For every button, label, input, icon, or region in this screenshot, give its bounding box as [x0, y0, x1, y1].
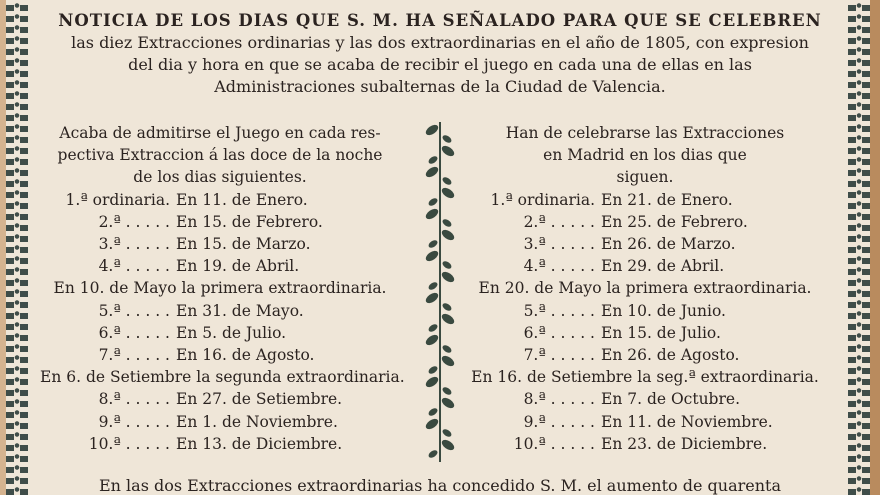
- draw-ordinal: 1.ª ordinaria.: [65, 190, 170, 209]
- notice-footer-line: En las dos Extracciones extraordinarias ha concedido S. M. el aumento de quarenta: [98, 476, 782, 495]
- vine-leaf-icon: [424, 291, 440, 306]
- vine-leaf-icon: [440, 270, 456, 285]
- right-schedule-list: [465, 189, 825, 455]
- notice-header: [40, 10, 840, 98]
- draw-date: En 1. de Noviembre.: [176, 412, 338, 431]
- draw-date: En 15. de Febrero.: [176, 212, 323, 231]
- draw-ordinal: 8.ª . . . . .: [98, 390, 170, 409]
- ornamental-border-left: [6, 0, 28, 495]
- ordinary-draw-row: [40, 322, 400, 344]
- extraordinary-draw-row: [40, 277, 400, 299]
- draw-ordinal: 3.ª . . . . .: [98, 235, 170, 254]
- vine-leaf-icon: [441, 428, 453, 439]
- paper-edge-right: [870, 0, 880, 495]
- vine-leaf-icon: [427, 197, 439, 208]
- vine-leaf-icon: [441, 302, 453, 313]
- vine-leaf-icon: [427, 407, 439, 418]
- left-intro-line: de los dias siguientes.: [133, 168, 307, 187]
- draw-date: En 5. de Julio.: [176, 323, 287, 342]
- extraordinary-draw-row: [465, 277, 825, 299]
- notice-subtitle-line-3: Administraciones subalternas de la Ciudad de Valencia.: [214, 77, 666, 96]
- vine-leaf-icon: [440, 438, 456, 453]
- ordinary-draw-row: [40, 433, 400, 455]
- vine-leaf-icon: [424, 207, 440, 222]
- extraordinary-draw-text: En 20. de Mayo la primera extraordinaria.: [478, 279, 812, 298]
- draw-ordinal: 5.ª . . . . .: [98, 301, 170, 320]
- draw-ordinal: 6.ª . . . . .: [523, 323, 595, 342]
- ornamental-border-right: [848, 0, 870, 495]
- notice-subtitle-line-2: del dia y hora en que se acaba de recibir el juego en cada una de ellas en las: [128, 55, 752, 74]
- draw-ordinal: 4.ª . . . . .: [98, 257, 170, 276]
- vine-leaf-icon: [440, 228, 456, 243]
- draw-date: En 26. de Agosto.: [601, 346, 740, 365]
- extraordinary-draw-text: En 10. de Mayo la primera extraordinaria.: [53, 279, 387, 298]
- draw-ordinal: 1.ª ordinaria.: [490, 190, 595, 209]
- vine-leaf-icon: [424, 417, 440, 432]
- vine-leaf-icon: [441, 386, 453, 397]
- vine-leaf-icon: [441, 218, 453, 229]
- vine-leaf-icon: [427, 323, 439, 334]
- vine-leaf-icon: [441, 134, 453, 145]
- draw-date: En 11. de Enero.: [176, 190, 308, 209]
- draw-date: En 19. de Abril.: [176, 257, 300, 276]
- vine-leaf-icon: [440, 354, 456, 369]
- left-schedule-list: [40, 189, 405, 455]
- draw-ordinal: 2.ª . . . . .: [523, 212, 595, 231]
- floral-vine-divider: [420, 122, 460, 462]
- draw-date: En 10. de Junio.: [601, 301, 726, 320]
- right-intro-line: Han de celebrarse las Extracciones: [505, 124, 785, 142]
- vine-leaf-icon: [441, 176, 453, 187]
- ordinary-draw-row: [40, 255, 400, 277]
- extraordinary-draw-row: [40, 366, 405, 388]
- vine-leaf-icon: [440, 312, 456, 327]
- ordinary-draw-row: [465, 233, 825, 255]
- left-column-valencia: [40, 122, 405, 455]
- draw-ordinal: 7.ª . . . . .: [98, 346, 170, 365]
- draw-date: En 15. de Marzo.: [176, 235, 311, 254]
- vine-leaf-icon: [424, 333, 440, 348]
- right-intro: [465, 122, 825, 189]
- ordinary-draw-row: [465, 388, 825, 410]
- vine-leaf-icon: [427, 239, 439, 250]
- vine-leaf-icon: [427, 365, 439, 376]
- draw-ordinal: 9.ª . . . . .: [523, 412, 595, 431]
- right-column-madrid: [465, 122, 825, 455]
- draw-ordinal: 2.ª . . . . .: [98, 212, 170, 231]
- vine-leaf-icon: [440, 396, 456, 411]
- extraordinary-draw-row: [465, 366, 825, 388]
- ordinary-draw-row: [465, 211, 825, 233]
- extraordinary-draw-text: En 16. de Setiembre la seg.ª extraordinaria.: [471, 368, 819, 387]
- ordinary-draw-row: [465, 411, 825, 433]
- vine-leaf-icon: [427, 449, 439, 460]
- draw-ordinal: 5.ª . . . . .: [523, 301, 595, 320]
- vine-leaf-icon: [440, 144, 456, 159]
- draw-ordinal: 8.ª . . . . .: [523, 390, 595, 409]
- ordinary-draw-row: [465, 189, 825, 211]
- draw-ordinal: 3.ª . . . . .: [523, 235, 595, 254]
- left-intro: [40, 122, 400, 189]
- draw-date: En 31. de Mayo.: [176, 301, 304, 320]
- draw-date: En 27. de Setiembre.: [176, 390, 343, 409]
- vine-leaf-icon: [427, 281, 439, 292]
- left-intro-line: Acaba de admitirse el Juego en cada res-: [59, 124, 381, 142]
- vine-leaf-icon: [424, 123, 440, 138]
- draw-ordinal: 4.ª . . . . .: [523, 257, 595, 276]
- right-intro-line: en Madrid en los dias que: [543, 146, 747, 165]
- draw-date: En 25. de Febrero.: [601, 212, 748, 231]
- draw-ordinal: 6.ª . . . . .: [98, 323, 170, 342]
- ordinary-draw-row: [465, 433, 825, 455]
- ordinary-draw-row: [40, 211, 400, 233]
- vine-leaf-icon: [424, 375, 440, 390]
- ordinary-draw-row: [40, 344, 400, 366]
- draw-ordinal: 10.ª . . . . .: [513, 434, 595, 453]
- draw-date: En 21. de Enero.: [601, 190, 733, 209]
- vine-leaf-icon: [424, 249, 440, 264]
- draw-date: En 26. de Marzo.: [601, 235, 736, 254]
- vine-leaf-icon: [424, 165, 440, 180]
- right-intro-line: siguen.: [616, 168, 674, 187]
- ordinary-draw-row: [40, 233, 400, 255]
- draw-ordinal: 7.ª . . . . .: [523, 346, 595, 365]
- vine-leaf-icon: [427, 155, 439, 166]
- draw-date: En 11. de Noviembre.: [601, 412, 773, 431]
- ordinary-draw-row: [40, 189, 400, 211]
- ordinary-draw-row: [40, 411, 400, 433]
- draw-date: En 7. de Octubre.: [601, 390, 740, 409]
- ordinary-draw-row: [465, 322, 825, 344]
- draw-date: En 15. de Julio.: [601, 323, 721, 342]
- draw-date: En 23. de Diciembre.: [601, 434, 768, 453]
- notice-subtitle-line-1: las diez Extracciones ordinarias y las dos extraordinarias en el año de 1805, con expresion: [71, 33, 809, 52]
- draw-date: En 13. de Diciembre.: [176, 434, 343, 453]
- vine-leaf-icon: [441, 260, 453, 271]
- extraordinary-draw-text: En 6. de Setiembre la segunda extraordinaria.: [40, 368, 405, 387]
- draw-date: En 29. de Abril.: [601, 257, 725, 276]
- notice-title: NOTICIA DE LOS DIAS QUE S. M. HA SEÑALADO PARA QUE SE CELEBREN: [58, 11, 822, 30]
- ordinary-draw-row: [465, 344, 825, 366]
- ordinary-draw-row: [465, 300, 825, 322]
- draw-ordinal: 9.ª . . . . .: [98, 412, 170, 431]
- left-intro-line: pectiva Extraccion á las doce de la noche: [57, 146, 383, 165]
- ordinary-draw-row: [465, 255, 825, 277]
- ordinary-draw-row: [40, 300, 400, 322]
- vine-leaf-icon: [441, 344, 453, 355]
- vine-leaf-icon: [440, 186, 456, 201]
- ordinary-draw-row: [40, 388, 400, 410]
- draw-ordinal: 10.ª . . . . .: [88, 434, 170, 453]
- draw-date: En 16. de Agosto.: [176, 346, 315, 365]
